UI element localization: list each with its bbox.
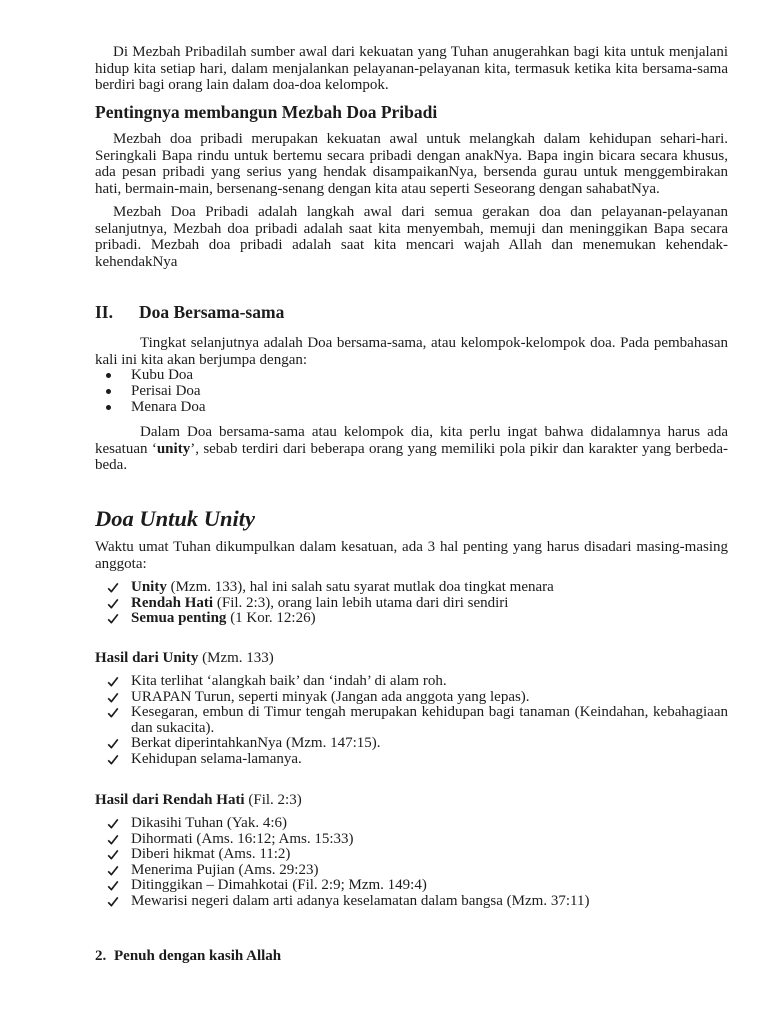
checklist-item [95, 863, 728, 879]
key-point-term: Rendah Hati [131, 594, 214, 611]
key-point-term: Unity [131, 579, 167, 595]
check-icon [107, 738, 119, 749]
check-icon [107, 692, 119, 703]
checklist-item-text: Ditinggikan – Dimahkotai (Fil. 2:9; Mzm. 149:4) [131, 877, 427, 893]
hasil-rendah-hati-heading [95, 792, 728, 809]
bullet-item-label: Perisai Doa [131, 383, 201, 399]
bullet-item-label: Kubu Doa [131, 367, 194, 383]
checklist-item [95, 878, 728, 894]
check-icon [107, 707, 119, 718]
key-points-list [95, 580, 728, 627]
bullet-item [95, 399, 728, 415]
pribadi-paragraph-1: Mezbah doa pribadi merupakan kekuatan awal untuk melangkah dalam kehidupan sehari-hari. Seringkali Bapa rindu untuk bertemu secara pribadi dengan anakNya. Bapa ingin bicara secara khusus, ada pesan pribadi yang serius yang hendak disampaikanNya, bersenda gurau untuk menggembirakan hati, bermain-main, bersenang-senang dengan kita atau seperti Seseorang dengan sahabatNya. [95, 131, 728, 197]
hasil-rendah-hati-list [95, 816, 728, 909]
checklist-item-text: Kehidupan selama-lamanya. [131, 750, 302, 767]
bullet-list [95, 367, 728, 415]
check-icon [107, 896, 119, 907]
check-icon [107, 754, 119, 765]
check-icon [107, 613, 119, 624]
checklist-item [95, 847, 728, 863]
check-icon [107, 834, 119, 845]
unity-paragraph-text: ’, sebab terdiri dari beberapa orang yang memiliki pola pikir dan karakter yang berbeda-beda. [95, 440, 728, 474]
checklist-item-text: Menerima Pujian (Ams. 29:23) [131, 861, 319, 878]
checklist-item [95, 611, 728, 627]
pribadi-paragraph-2: Mezbah Doa Pribadi adalah langkah awal dari semua gerakan doa dan pelayanan-pelayanan selanjutnya, Mezbah doa pribadi adalah saat kita menyembah, memuji dan meninggikan Bapa secara pribadi. Mezbah doa pribadi adalah saat kita mencari wajah Allah dan menemukan kehendak-kehendakNya [95, 204, 728, 270]
checklist-item [95, 894, 728, 910]
unity-paragraph-text: Dalam Doa bersama-sama atau kelompok dia, kita perlu ingat bahwa didalamnya harus ada kesatuan ‘ [95, 424, 728, 457]
key-point-text: (Mzm. 133), hal ini salah satu syarat mutlak doa tingkat menara [170, 579, 554, 595]
checklist-item-text: Dihormati (Ams. 16:12; Ams. 15:33) [131, 830, 354, 847]
checklist-item [95, 752, 728, 768]
check-icon [107, 865, 119, 876]
check-icon [107, 676, 119, 687]
unity-keyword: unity [156, 440, 191, 457]
section-heading-bersama [95, 302, 728, 322]
checklist-item [95, 705, 728, 736]
section-title: Penuh dengan kasih Allah [114, 948, 282, 964]
check-icon [107, 818, 119, 829]
checklist-item [95, 596, 728, 612]
check-icon [107, 849, 119, 860]
intro-paragraph: Di Mezbah Pribadilah sumber awal dari kekuatan yang Tuhan anugerahkan bagi kita untuk menjalani hidup kita setiap hari, dalam menjalankan pelayanan-pelayanan kita, termasuk ketika kita bersama-sama berdiri bagi orang lain dalam doa-doa kelompok. [95, 44, 728, 94]
checklist-item-text: Diberi hikmat (Ams. 11:2) [131, 846, 291, 862]
subheading-title: Hasil dari Rendah Hati [95, 792, 245, 808]
checklist-item-text: Dikasihi Tuhan (Yak. 4:6) [131, 815, 287, 831]
bullet-icon [106, 373, 111, 378]
check-icon [107, 582, 119, 593]
doa-untuk-unity-heading: Doa Untuk Unity [95, 506, 256, 531]
bullet-item-label: Menara Doa [131, 399, 206, 415]
unity-paragraph [95, 424, 728, 474]
section-title: Doa Bersama-sama [139, 302, 285, 322]
subheading-reference: (Mzm. 133) [202, 650, 274, 666]
checklist-item [95, 816, 728, 832]
check-icon [107, 880, 119, 891]
hasil-unity-heading [95, 650, 728, 667]
bersama-intro-paragraph: Tingkat selanjutnya adalah Doa bersama-sama, atau kelompok-kelompok doa. Pada pembahasan kali ini kita akan berjumpa dengan: [95, 335, 728, 368]
checklist-item [95, 674, 728, 690]
hasil-unity-list [95, 674, 728, 767]
subheading-title: Hasil dari Unity [95, 650, 199, 666]
checklist-item [95, 580, 728, 596]
section-heading-pribadi: Pentingnya membangun Mezbah Doa Pribadi [95, 102, 438, 122]
key-point-text: (1 Kor. 12:26) [230, 610, 316, 626]
checklist-item-text: Kesegaran, embun di Timur tengah merupakan kehidupan bagi tanaman (Keindahan, kebahagiaan dan sukacita). [131, 704, 728, 736]
section-number: 2. [95, 948, 107, 964]
bullet-icon [106, 405, 111, 410]
section-number: II. [95, 302, 113, 322]
key-point-term: Semua penting [131, 610, 227, 626]
bullet-item [95, 383, 728, 399]
checklist-item-text: Berkat diperintahkanNya (Mzm. 147:15). [131, 735, 381, 751]
checklist-item [95, 832, 728, 848]
checklist-item-text: Kita terlihat ‘alangkah baik’ dan ‘indah’ di alam roh. [131, 673, 447, 689]
next-section-heading [95, 948, 728, 965]
checklist-item [95, 690, 728, 706]
bullet-icon [106, 389, 111, 394]
subheading-reference: (Fil. 2:3) [248, 792, 302, 808]
check-icon [107, 598, 119, 609]
checklist-item [95, 736, 728, 752]
key-point-text: (Fil. 2:3), orang lain lebih utama dari diri sendiri [216, 594, 509, 611]
checklist-item-text: Mewarisi negeri dalam arti adanya keselamatan dalam bangsa (Mzm. 37:11) [131, 892, 590, 909]
unity-intro-paragraph: Waktu umat Tuhan dikumpulkan dalam kesatuan, ada 3 hal penting yang harus disadari masing-masing anggota: [95, 539, 728, 572]
checklist-item-text: URAPAN Turun, seperti minyak (Jangan ada anggota yang lepas). [131, 688, 530, 705]
bullet-item [95, 367, 728, 383]
